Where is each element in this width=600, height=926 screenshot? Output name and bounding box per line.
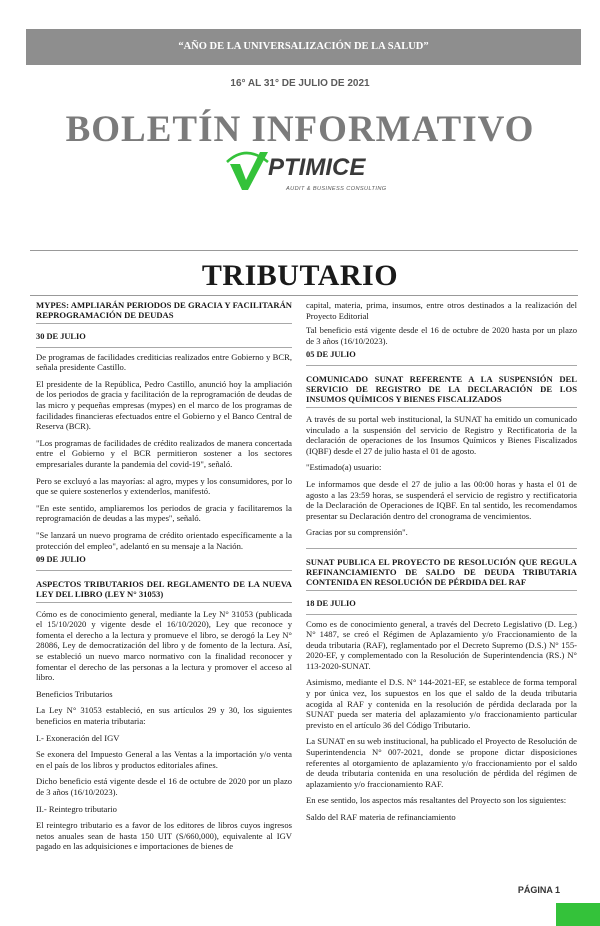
paragraph: La Ley N° 31053 estableció, en sus artículos 29 y 30, los siguientes beneficios en materia tributaria:	[36, 705, 292, 727]
divider-section	[30, 295, 578, 296]
article-headline: SUNAT PUBLICA EL PROYECTO DE RESOLUCIÓN QUE REGULA REFINANCIAMIENTO DE SALDO DE DEUDA TRIBUTARIA CONTENIDA EN RESOLUCIÓN DE PÉRDIDA DEL RAF	[306, 556, 577, 587]
date-range: 16° AL 31° DE JULIO DE 2021	[230, 78, 370, 89]
right-column	[306, 300, 577, 829]
paragraph: Cómo es de conocimiento general, mediante la Ley N° 31053 (publicada el 15/10/2020 y vigente desde el 16/10/2020), Ley que reconoce y fomenta el derecho a la lectura y promueve el libro, se derogó la Ley N° 28086, Ley de democratización del libro y de fomento de la lectura. Así, se estableció un nuevo marco normativo con la finalidad reconocer y fomentar el derecho de las personas a la lectura y promover el acceso al libro.	[36, 608, 292, 683]
paragraph: De programas de facilidades crediticias realizados entre Gobierno y BCR, señala presidente Castillo.	[36, 351, 292, 373]
paragraph: La SUNAT en su web institucional, ha publicado el Proyecto de Resolución de Superintendencia N° 007-2021, donde se propone dictar disposiciones referentes al otorgamiento de aplazamiento y/o fraccionamiento por el saldo de deuda tributaria contenida en una resolución de pérdida del régimen de aplazamiento y/o fraccionamiento RAF.	[306, 736, 577, 789]
paragraph: II.- Reintegro tributario	[36, 803, 117, 814]
year-banner: “AÑO DE LA UNIVERSALIZACIÓN DE LA SALUD”	[26, 29, 581, 65]
article-date: 30 DE JULIO	[36, 332, 86, 341]
logo-wordmark: PTIMICE	[268, 154, 366, 181]
section-title: TRIBUTARIO	[201, 259, 399, 292]
paragraph: capital, materia, prima, insumos, entre otros destinados a la realización del Proyecto Editorial	[306, 300, 577, 321]
page-number: PÁGINA 1	[517, 885, 560, 895]
paragraph: El reintegro tributario es a favor de los editores de libros cuyos ingresos netos anuales sean de hasta 150 UIT (S/660,000), equivalente al IGV pagado en las adquisiciones e importaciones de bienes de	[36, 820, 292, 852]
article-headline: MYPES: AMPLIARÁN PERIODOS DE GRACIA Y FACILITARÁN REPROGRAMACIÓN DE DEUDAS	[36, 300, 292, 320]
paragraph: Beneficios Tributarios	[36, 688, 113, 699]
paragraph: En ese sentido, los aspectos más resaltantes del Proyecto son los siguientes:	[306, 795, 567, 806]
optimice-logo	[220, 150, 390, 200]
divider	[36, 602, 292, 603]
divider	[306, 548, 577, 549]
article-date: 05 DE JULIO	[306, 350, 356, 360]
paragraph: El presidente de la República, Pedro Castillo, anunció hoy la ampliación de los periodos de gracia y facilitación de la reprogramación de deudas de las micro y pequeñas empresas (mypes) en el marco de los programas de facilidades financieras efectuados entre el Gobierno y el Banco Central de Reserva (BCR).	[36, 378, 292, 432]
article-headline: ASPECTOS TRIBUTARIOS DEL REGLAMENTO DE LA NUEVA LEY DEL LIBRO (LEY N° 31053)	[36, 578, 292, 599]
divider	[36, 323, 292, 324]
checkmark-logo-icon	[224, 150, 270, 194]
paragraph: "Estimado(a) usuario:	[306, 462, 382, 473]
paragraph: "Los programas de facilidades de crédito realizados de manera concertada entre el Gobierno y el BCR permitieron sostener a los sectores empresariales durante la pandemia del covid-19", señaló.	[36, 437, 292, 469]
divider	[306, 590, 577, 591]
bulletin-title: BOLETÍN INFORMATIVO	[65, 109, 535, 150]
article-headline: COMUNICADO SUNAT REFERENTE A LA SUSPENSIÓN DEL SERVICIO DE REGISTRO DE LA DECLARACIÓN DE LOS INSUMOS QUÍMICOS Y BIENES FISCALIZADOS	[306, 373, 577, 404]
paragraph: Gracias por su comprensión".	[306, 527, 408, 538]
paragraph: Tal beneficio está vigente desde el 16 de octubre de 2020 hasta por un plazo de 3 años (16/10/2023).	[306, 325, 577, 346]
article-date: 09 DE JULIO	[36, 555, 86, 565]
divider-top	[30, 250, 578, 251]
paragraph: A través de su portal web institucional, la SUNAT ha emitido un comunicado vinculado a la suspensión del servicio de Registro y Rectificatoria de la declaración de operaciones de los Insumos Químicos y Bienes Fiscalizados (IQBF) desde el 27 de julio hasta el 01 de agosto.	[306, 413, 577, 456]
paragraph: Pero se excluyó a las mayorías: al agro, mypes y los consumidores, por lo que se quiere sostenerlos y extenderlos, manifestó.	[36, 475, 292, 497]
paragraph: Saldo del RAF materia de refinanciamiento	[306, 812, 456, 822]
divider	[306, 614, 577, 615]
divider	[36, 347, 292, 348]
divider	[306, 407, 577, 408]
paragraph: Como es de conocimiento general, a través del Decreto Legislativo (D. Leg.) N° 1487, se creó el Régimen de Aplazamiento y/o Fraccionamiento de la deuda tributaria (RAF), reglamentado por el Decreto Supremo (D.S.) N° 155-2020-EF, y complementado con la Resolución de Superintendencia (RS.) N° 113-2020-SUNAT.	[306, 618, 577, 671]
paragraph: Asimismo, mediante el D.S. N° 144-2021-EF, se establece de forma temporal y por única vez, los supuestos en los que el saldo de la deuda tributaria acogida al RAF y contenida en la resolución de pérdida declarada por la SUNAT pueda ser materia del aplazamiento y/o fraccionamiento particular previsto en el artículo 36 del Código Tributario.	[306, 677, 577, 730]
left-column	[36, 300, 292, 858]
page-corner-tab	[556, 903, 600, 926]
logo-tagline: AUDIT & BUSINESS CONSULTING	[286, 186, 387, 192]
paragraph: Dicho beneficio está vigente desde el 16 de octubre de 2020 por un plazo de 3 años (16/10/2023).	[36, 776, 292, 797]
paragraph: "En este sentido, ampliaremos los periodos de gracia y facilitaremos la reprogramación de deudas a las mypes", señaló.	[36, 502, 292, 524]
paragraph: I.- Exoneración del IGV	[36, 732, 120, 743]
paragraph: "Se lanzará un nuevo programa de crédito orientado específicamente a la protección del empleo", adelantó en su mensaje a la Nación.	[36, 529, 292, 551]
article-date: 18 DE JULIO	[306, 598, 356, 608]
paragraph: Le informamos que desde el 27 de julio a las 00:00 horas y hasta el 01 de agosto a las 23:59 horas, se suspenderá el servicio de registro y rectificatoria de la Declaración de Operaciones de IQBF. En tal sentido, les recomendamos presentar su Declaración dentro del cronograma de vencimientos.	[306, 478, 577, 521]
paragraph: Se exonera del Impuesto General a las Ventas a la importación y/o venta en el país de los libros y productos editoriales afines.	[36, 749, 292, 770]
divider	[36, 570, 292, 571]
divider	[306, 365, 577, 366]
